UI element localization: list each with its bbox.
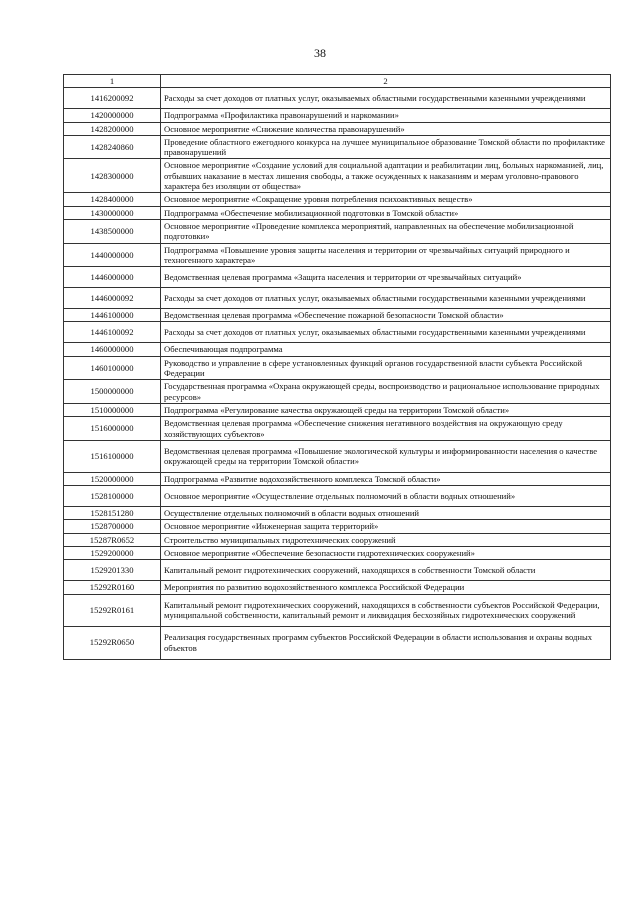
- row-description-cell: Подпрограмма «Профилактика правонарушений и наркомании»: [161, 109, 611, 122]
- table-row: [64, 159, 611, 193]
- row-description-cell: Ведомственная целевая программа «Повышение экологической культуры и информированности населения о качестве окружающей среды на территории Томской области»: [161, 440, 611, 472]
- row-description-cell: Строительство муниципальных гидротехнических сооружений: [161, 533, 611, 546]
- row-description-cell: Расходы за счет доходов от платных услуг, оказываемых областными государственными казенными учреждениями: [161, 88, 611, 109]
- row-description-cell: Расходы за счет доходов от платных услуг, оказываемых областными государственными казенными учреждениями: [161, 322, 611, 343]
- row-code-cell: 1420000000: [64, 109, 161, 122]
- table-row: [64, 288, 611, 309]
- row-code-cell: 1446000092: [64, 288, 161, 309]
- table-row: [64, 547, 611, 560]
- row-code-cell: 1516100000: [64, 440, 161, 472]
- table-row: [64, 380, 611, 404]
- row-code-cell: 1460000000: [64, 343, 161, 356]
- row-code-cell: 1428400000: [64, 193, 161, 206]
- column-header-description: 2: [161, 75, 611, 88]
- table-row: [64, 626, 611, 659]
- row-code-cell: 1510000000: [64, 403, 161, 416]
- row-description-cell: Подпрограмма «Регулирование качества окружающей среды на территории Томской области»: [161, 403, 611, 416]
- table-row: [64, 109, 611, 122]
- row-code-cell: 1500000000: [64, 380, 161, 404]
- row-description-cell: Подпрограмма «Обеспечение мобилизационной подготовки в Томской области»: [161, 206, 611, 219]
- column-header-code: 1: [64, 75, 161, 88]
- row-description-cell: Основное мероприятие «Снижение количества правонарушений»: [161, 122, 611, 135]
- row-description-cell: Мероприятия по развитию водохозяйственного комплекса Российской Федерации: [161, 581, 611, 594]
- row-description-cell: Основное мероприятие «Сокращение уровня потребления психоактивных веществ»: [161, 193, 611, 206]
- table-row: [64, 440, 611, 472]
- row-code-cell: 1528151280: [64, 507, 161, 520]
- row-code-cell: 1520000000: [64, 472, 161, 485]
- row-code-cell: 1460100000: [64, 356, 161, 380]
- table-row: [64, 322, 611, 343]
- row-description-cell: Основное мероприятие «Инженерная защита территорий»: [161, 520, 611, 533]
- row-description-cell: Подпрограмма «Развитие водохозяйственного комплекса Томской области»: [161, 472, 611, 485]
- table-row: [64, 219, 611, 243]
- row-description-cell: Основное мероприятие «Осуществление отдельных полномочий в области водных отношений»: [161, 486, 611, 507]
- row-description-cell: Проведение областного ежегодного конкурса на лучшее муниципальное образование Томской области по профилактике правонарушений: [161, 135, 611, 159]
- table-row: [64, 88, 611, 109]
- table-row: [64, 309, 611, 322]
- row-description-cell: Капитальный ремонт гидротехнических сооружений, находящихся в собственности субъектов Российской Федерации, муниципальной собственности, капитальный ремонт и ликвидация бесхозяйных гидротехнических сооружений: [161, 594, 611, 626]
- row-code-cell: 1438500000: [64, 219, 161, 243]
- row-description-cell: Ведомственная целевая программа «Защита населения и территории от чрезвычайных ситуаций»: [161, 267, 611, 288]
- table-row: [64, 533, 611, 546]
- table-row: [64, 417, 611, 441]
- row-code-cell: 1528700000: [64, 520, 161, 533]
- row-description-cell: Руководство и управление в сфере установленных функций органов государственной власти субъекта Российской Федерации: [161, 356, 611, 380]
- row-code-cell: 15287R0652: [64, 533, 161, 546]
- table-row: [64, 343, 611, 356]
- row-description-cell: Подпрограмма «Повышение уровня защиты населения и территории от чрезвычайных ситуаций природного и техногенного характера»: [161, 243, 611, 267]
- table-row: [64, 122, 611, 135]
- row-code-cell: 1416200092: [64, 88, 161, 109]
- row-code-cell: 1529201330: [64, 560, 161, 581]
- row-description-cell: Ведомственная целевая программа «Обеспечение пожарной безопасности Томской области»: [161, 309, 611, 322]
- row-description-cell: Государственная программа «Охрана окружающей среды, воспроизводство и рациональное использование природных ресурсов»: [161, 380, 611, 404]
- table-row: [64, 135, 611, 159]
- row-description-cell: Основное мероприятие «Обеспечение безопасности гидротехнических сооружений»: [161, 547, 611, 560]
- row-description-cell: Реализация государственных программ субъектов Российской Федерации в области использования и охраны водных объектов: [161, 626, 611, 659]
- page-number: 38: [314, 46, 326, 60]
- row-code-cell: 1528100000: [64, 486, 161, 507]
- row-description-cell: Ведомственная целевая программа «Обеспечение снижения негативного воздействия на окружающую среду хозяйствующих субъектов»: [161, 417, 611, 441]
- table-row: [64, 486, 611, 507]
- row-code-cell: 1430000000: [64, 206, 161, 219]
- table-row: [64, 193, 611, 206]
- table-row: [64, 206, 611, 219]
- row-code-cell: 15292R0160: [64, 581, 161, 594]
- table-row: [64, 594, 611, 626]
- row-code-cell: 1446000000: [64, 267, 161, 288]
- row-code-cell: 1516000000: [64, 417, 161, 441]
- row-code-cell: 15292R0650: [64, 626, 161, 659]
- table-row: [64, 520, 611, 533]
- row-code-cell: 15292R0161: [64, 594, 161, 626]
- row-code-cell: 1428300000: [64, 159, 161, 193]
- table-header-row: [64, 75, 611, 88]
- budget-classification-table: [63, 74, 611, 660]
- row-code-cell: 1428240860: [64, 135, 161, 159]
- row-description-cell: Основное мероприятие «Создание условий для социальной адаптации и реабилитации лиц, больных наркоманией, лиц, отбывших наказание в местах лишения свободы, а также осужденных к наказаниям и мерам уголовно-правового характера без изоляции от общества»: [161, 159, 611, 193]
- table-row: [64, 472, 611, 485]
- row-description-cell: Капитальный ремонт гидротехнических сооружений, находящихся в собственности Томской области: [161, 560, 611, 581]
- table-row: [64, 507, 611, 520]
- row-description-cell: Осуществление отдельных полномочий в области водных отношений: [161, 507, 611, 520]
- table-row: [64, 243, 611, 267]
- table-row: [64, 560, 611, 581]
- row-description-cell: Обеспечивающая подпрограмма: [161, 343, 611, 356]
- row-description-cell: Основное мероприятие «Проведение комплекса мероприятий, направленных на обеспечение мобилизационной подготовки»: [161, 219, 611, 243]
- row-code-cell: 1440000000: [64, 243, 161, 267]
- table-row: [64, 356, 611, 380]
- table-row: [64, 267, 611, 288]
- row-code-cell: 1428200000: [64, 122, 161, 135]
- table-row: [64, 403, 611, 416]
- row-description-cell: Расходы за счет доходов от платных услуг, оказываемых областными государственными казенными учреждениями: [161, 288, 611, 309]
- table-row: [64, 581, 611, 594]
- row-code-cell: 1529200000: [64, 547, 161, 560]
- row-code-cell: 1446100000: [64, 309, 161, 322]
- row-code-cell: 1446100092: [64, 322, 161, 343]
